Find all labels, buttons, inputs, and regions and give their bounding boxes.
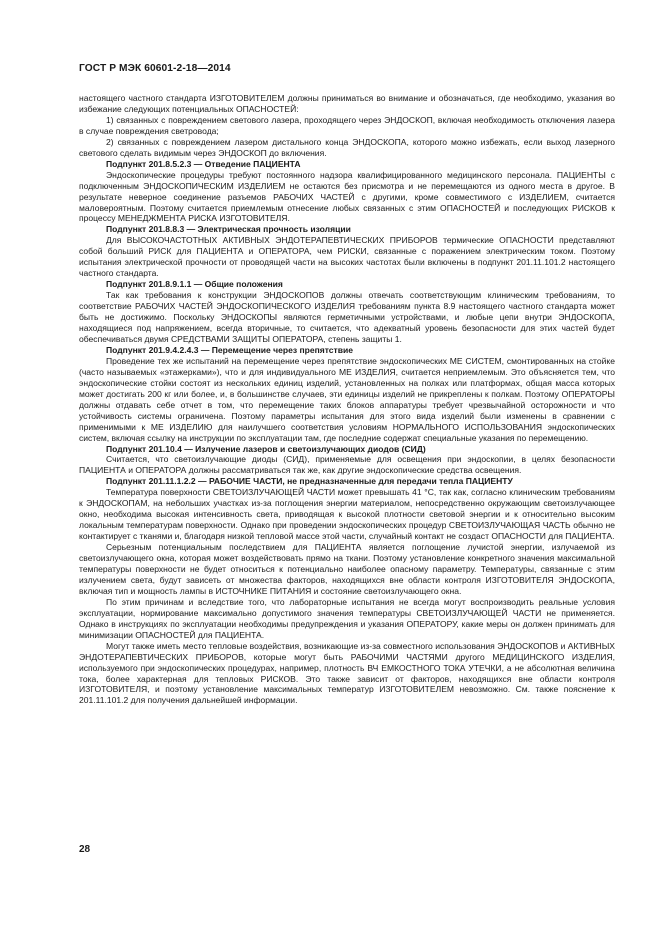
- paragraph: Эндоскопические процедуры требуют постоянного надзора квалифицированного медицинского персонала. ПАЦИЕНТЫ с подключенным ЭНДОСКОПИЧЕСКИМ ИЗДЕЛИЕМ не остаются без присмотра и не перемещаются из одного места в другое. В результате неверное соединение разъемов РАБОЧИХ ЧАСТЕЙ с другими, кроме совместимого с ИЗДЕЛИЕМ, считается маловероятным. Поэтому считается приемлемым отнесение любых связанных с этим ОПАСНОСТЕЙ и последующих РИСКОВ к процессу МЕНЕДЖМЕНТА РИСКА ИЗГОТОВИТЕЛЯ.: [79, 169, 615, 224]
- page-number: 28: [79, 844, 91, 855]
- document-body: [79, 93, 615, 706]
- paragraph: Считается, что светоизлучающие диоды (СИД), применяемые для освещения при эндоскопии, в целях безопасности ПАЦИЕНТА и ОПЕРАТОРА должны рассматриваться так же, как другие эндоскопические средства освещения.: [79, 454, 615, 476]
- section-heading: Подпункт 201.8.5.2.3 — Отведение ПАЦИЕНТА: [106, 158, 301, 169]
- paragraph: Так как требования к конструкции ЭНДОСКОПОВ должны отвечать соответствующим клиническим требованиям, то соответствие РАБОЧИХ ЧАСТЕЙ ЭНДОСКОПИЧЕСКОГО ИЗДЕЛИЯ требованиям пункта 8.9 настоящего частного стандарта может быть не достижимо. Поскольку ЭНДОСКОПЫ являются герметичными устройствами, и любые цепи внутри ЭНДОСКОПА, находящиеся под напряжением, всегда вторичные, то считается, что адекватный уровень безопасности для этих частей будет обеспечиваться двумя СРЕДСТВАМИ ЗАЩИТЫ ОПЕРАТОРА, степень защиты 1.: [79, 290, 615, 344]
- paragraph: Проведение тех же испытаний на перемещение через препятствие эндоскопических МЕ СИСТЕМ, смонтированных на стойке (часто называемых «этажерками»), что и для индивидуального МЕ ИЗДЕЛИЯ, считается неприемлемым. Это объясняется тем, что эндоскопические стойки состоят из нескольких единиц изделий, установленных на полках или платформах, общая масса которых может достигать 200 кг или более, и, в большинстве случаев, эти единицы изделий не прикреплены к полкам. Поэтому ОПЕРАТОРЫ должны отдавать себе отчет в том, что перемещение таких блоков аппаратуры требует чрезвычайной осторожности и что устойчивость системы ограничена. Поэтому параметры испытания для этого вида изделий были изменены в сравнении с применимыми к МЕ ИЗДЕЛИЮ для наилучшего соответствия условиям НОРМАЛЬНОГО ИСПОЛЬЗОВАНИЯ эндоскопических систем, включая ссылку на инструкции по эксплуатации там, где последние содержат специальные указания по перемещению.: [79, 355, 615, 443]
- paragraph: Могут также иметь место тепловые воздействия, возникающие из-за совместного использования ЭНДОСКОПОВ и АКТИВНЫХ ЭНДОТЕРАПЕВТИЧЕСКИХ ПРИБОРОВ, которые могут быть РАБОЧИМИ ЧАСТЯМИ другого МЕДИЦИНСКОГО ИЗДЕЛИЯ, используемого при эндоскопических процедурах, например, плотность ВЧ ЕМКОСТНОГО ТОКА УТЕЧКИ, а не абсолютная величина тока, более характерная для тепловых РИСКОВ. Это также зависит от факторов, находящихся вне области контроля ИЗГОТОВИТЕЛЯ, и поэтому установление максимальных температур ИЗГОТОВИТЕЛЕМ невозможно. См. также пояснение к 201.11.101.2 для получения дальнейшей информации.: [79, 640, 615, 706]
- section-heading: Подпункт 201.10.4 — Излучение лазеров и светоизлучающих диодов (СИД): [106, 443, 426, 454]
- paragraph: настоящего частного стандарта ИЗГОТОВИТЕЛЕМ должны приниматься во внимание и обозначаться, где необходимо, указания во избежание следующих потенциальных ОПАСНОСТЕЙ:: [79, 93, 615, 114]
- section-heading: Подпункт 201.11.1.2.2 — РАБОЧИЕ ЧАСТИ, не предназначенные для передачи тепла ПАЦИЕНТУ: [106, 476, 513, 487]
- section-heading: Подпункт 201.9.4.2.4.3 — Перемещение через препятствие: [106, 344, 354, 355]
- paragraph: 1) связанных с повреждением светового лазера, проходящего через ЭНДОСКОП, включая необходимость отключения лазера в случае повреждения светровода;: [79, 114, 615, 136]
- section-heading: Подпункт 201.8.8.3 — Электрическая прочность изоляции: [106, 224, 351, 235]
- section-heading: Подпункт 201.8.9.1.1 — Общие положения: [106, 279, 283, 290]
- paragraph: Серьезным потенциальным последствием для ПАЦИЕНТА является поглощение лучистой энергии, излучаемой из светоизлучающего окна, которая может воздействовать прямо на ткани. Поэтому установление конкретного значения максимальной температуры поверхности не будет относиться к потенциально наиболее опасному параметру. Температуры, связанные с этим излучением света, будут зависеть от множества факторов, находящихся вне области контроля ИЗГОТОВИТЕЛЯ ЭНДОСКОПА, включая тип и мощность лампы в ИСТОЧНИКЕ ПИТАНИЯ и состояние светоизлучающего окна.: [79, 542, 615, 596]
- paragraph: Для ВЫСОКОЧАСТОТНЫХ АКТИВНЫХ ЭНДОТЕРАПЕВТИЧЕСКИХ ПРИБОРОВ термические ОПАСНОСТИ представляют собой больший РИСК для ПАЦИЕНТА и ОПЕРАТОРА, чем РИСКИ, связанные с поражением электрическим током. Поэтому испытания электрической прочности от проводящей части на высоких частотах были включены в подпункт 201.11.101.2 настоящего частного стандарта.: [79, 235, 615, 279]
- paragraph: Температура поверхности СВЕТОИЗЛУЧАЮЩЕЙ ЧАСТИ может превышать 41 °C, так как, согласно клиническим требованиям к ЭНДОСКОПАМ, на небольших участках из-за поглощения энергии материалом, непосредственно окружающим светоизлучающее окно, необходима высокая интенсивность света, приводящая к высокой плотности световой энергии и к относительно высоким локальным температурам поверхности. Однако при проведении эндоскопических процедур СВЕТОИЗЛУЧАЮЩАЯ ЧАСТЬ обычно не контактирует с тканями и, благодаря низкой тепловой массе этой части, случайный контакт не создаст ОПАСНОСТИ для ПАЦИЕНТА.: [79, 487, 615, 542]
- paragraph: По этим причинам и вследствие того, что лабораторные испытания не всегда могут воспроизводить реальные условия эксплуатации, нормирование максимально допустимого значения температуры СВЕТОИЗЛУЧАЮЩЕЙ ЧАСТИ не применяется. Однако в инструкциях по эксплуатации необходимы предупреждения и указания ОПЕРАТОРУ, какие меры он должен принимать для минимизации ОПАСНОСТЕЙ для ПАЦИЕНТА.: [79, 596, 615, 640]
- document-header: ГОСТ Р МЭК 60601-2-18—2014: [79, 63, 231, 74]
- paragraph: 2) связанных с повреждением лазером дистального конца ЭНДОСКОПА, которого можно избежать, если выход лазерного светового сделать видимым через ЭНДОСКОП до включения.: [79, 136, 615, 158]
